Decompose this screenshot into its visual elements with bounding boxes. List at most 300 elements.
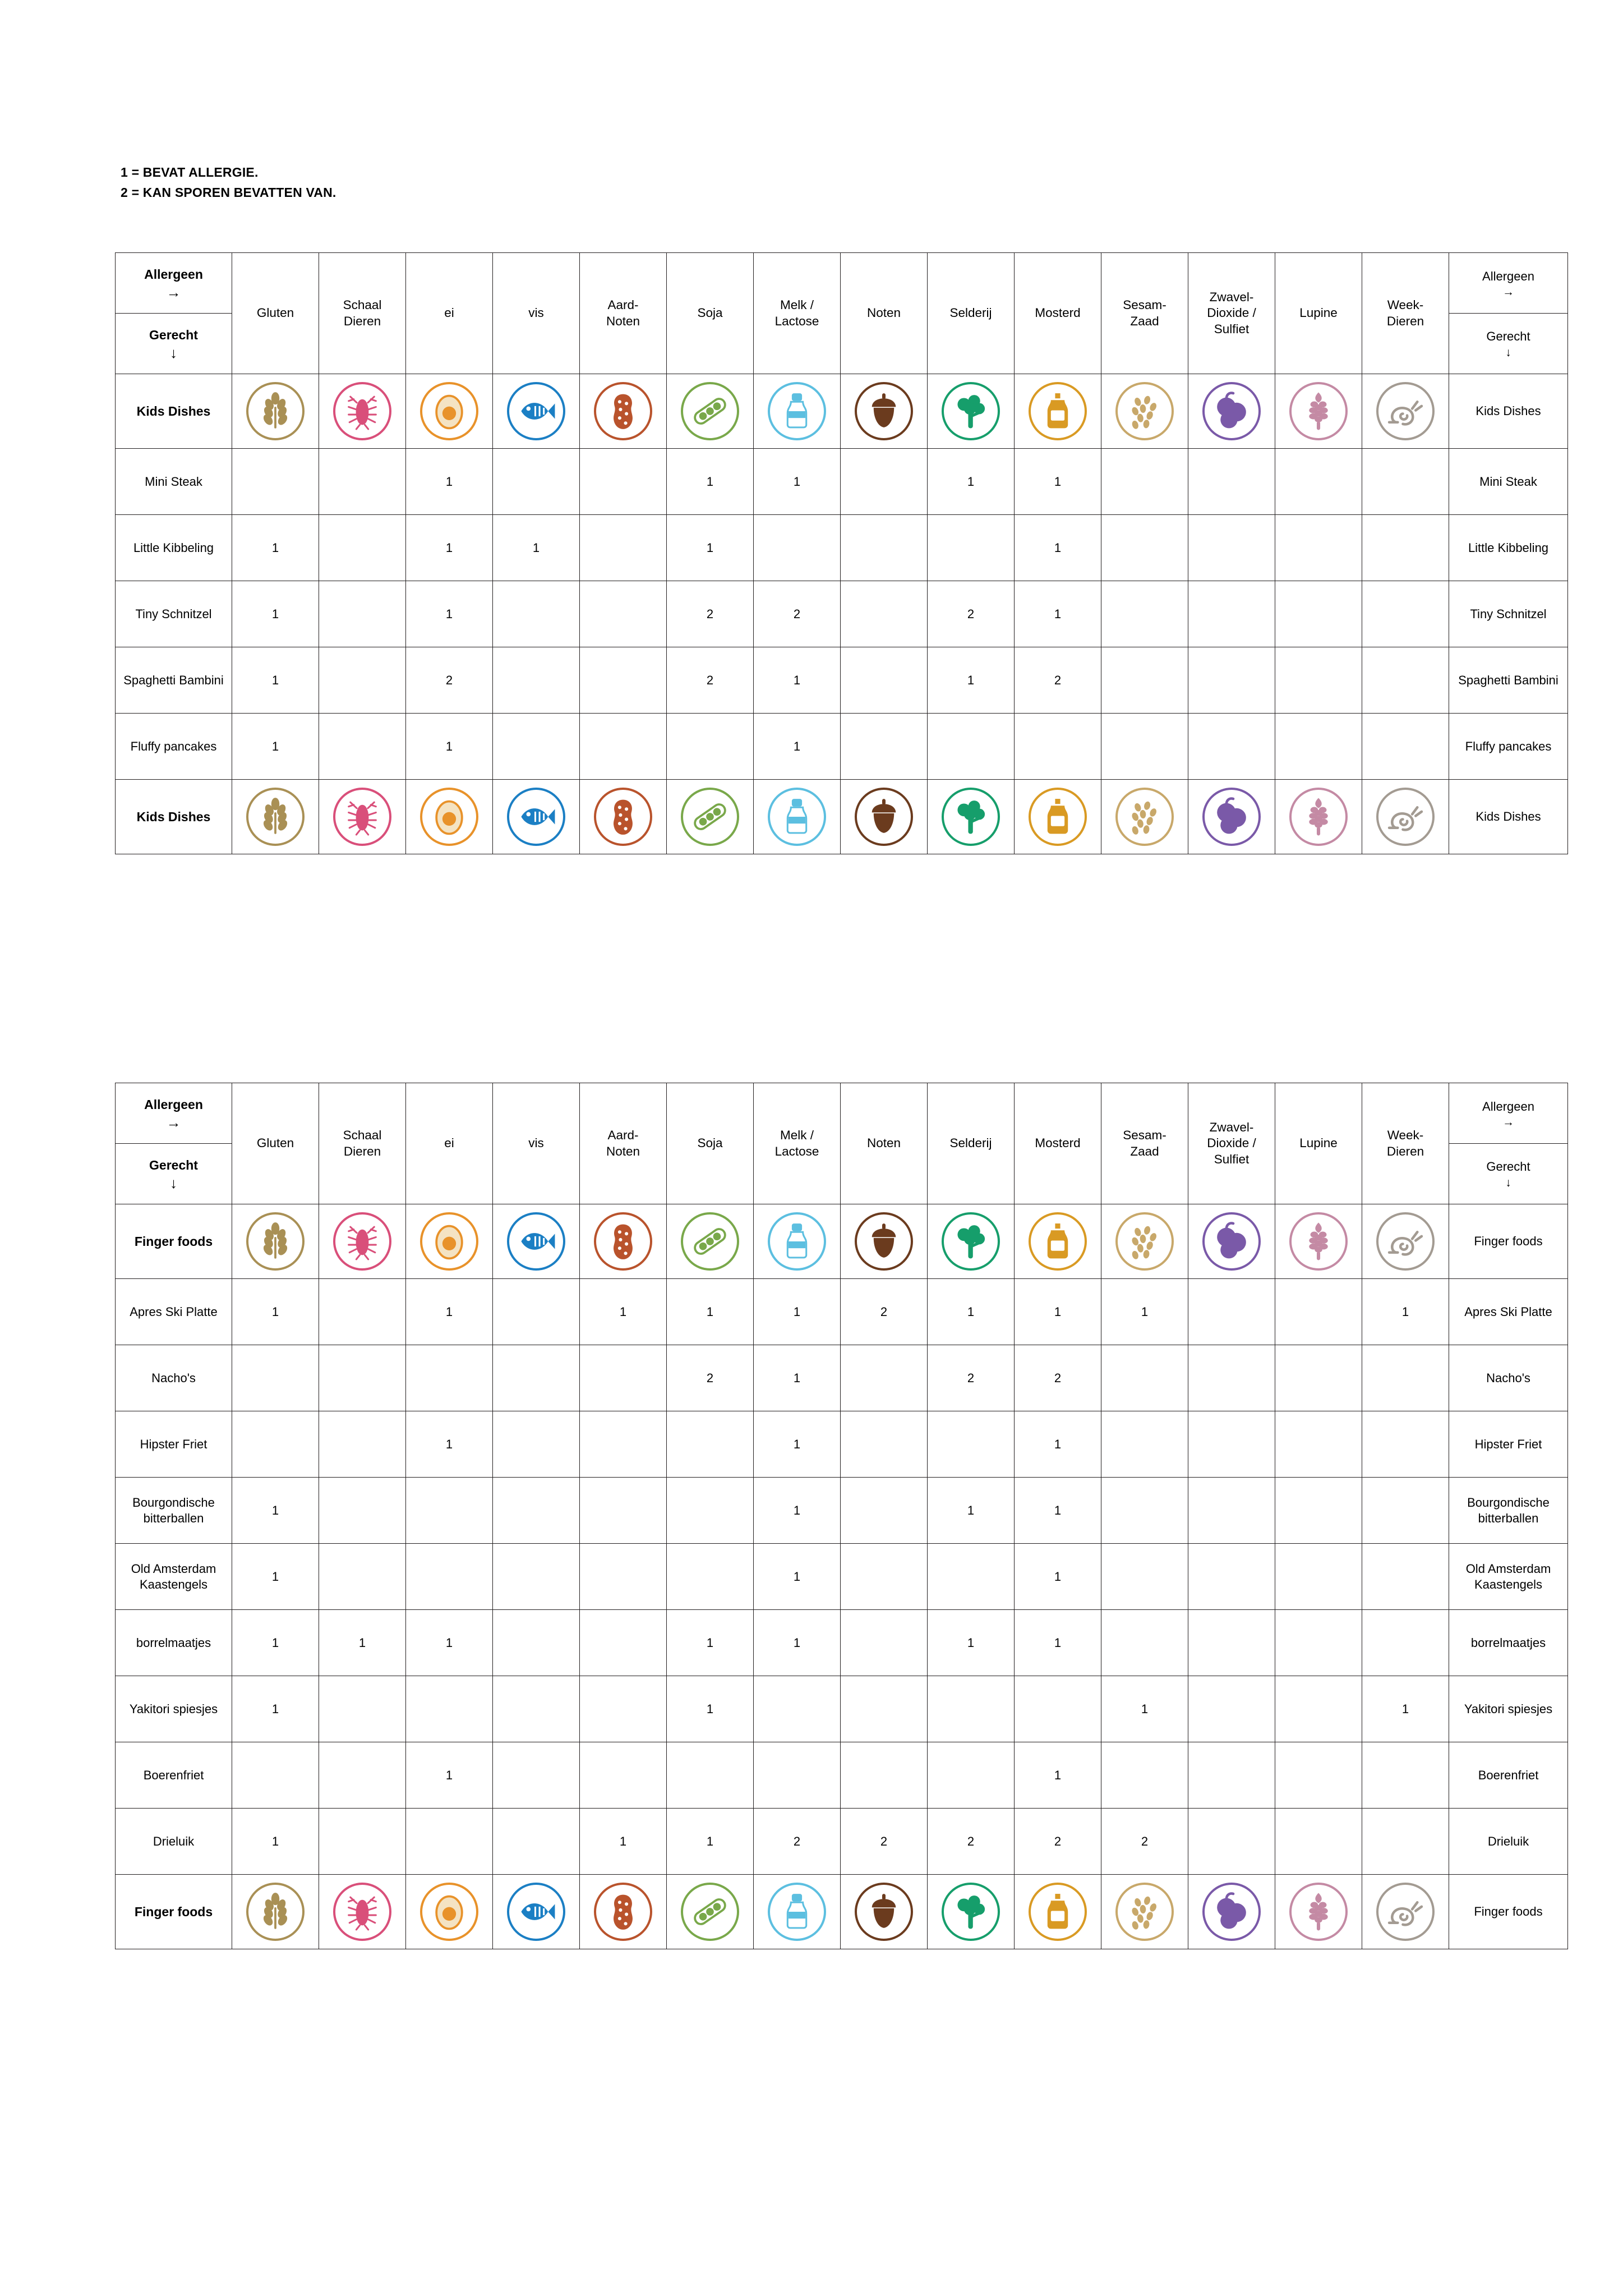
- cell-wheat: [232, 449, 319, 515]
- allergen-icon-sesame: [1101, 1204, 1188, 1279]
- cell-sulphite: [1188, 1345, 1275, 1411]
- allergen-icon-mollusc: [1362, 1875, 1449, 1949]
- cell-sulphite: [1188, 1478, 1275, 1544]
- dish-name-left: Fluffy pancakes: [116, 714, 232, 780]
- wheat-icon-cell: [232, 1875, 319, 1949]
- dish-name-right: Hipster Friet: [1449, 1411, 1568, 1478]
- cell-celery: [928, 714, 1015, 780]
- allergen-header-wheat: Gluten: [232, 1083, 319, 1204]
- corner-dish-label: Gerecht: [149, 1157, 198, 1172]
- cell-milk: 1: [754, 1411, 841, 1478]
- allergen-icon-lupin: [1275, 780, 1362, 854]
- cell-fish: [493, 1478, 580, 1544]
- dish-name-right: Mini Steak: [1449, 449, 1568, 515]
- cell-lupin: [1275, 647, 1362, 714]
- cell-fish: [493, 1279, 580, 1345]
- cell-milk: 2: [754, 581, 841, 647]
- soy-icon-cell: [667, 374, 753, 448]
- allergen-icon-sesame: [1101, 374, 1188, 449]
- nut-icon-cell: [841, 780, 927, 854]
- allergen-icon-celery: [928, 374, 1015, 449]
- cell-peanut: [580, 449, 667, 515]
- cell-crustacean: [319, 1411, 406, 1478]
- cell-egg: 1: [406, 1742, 493, 1809]
- milk-icon-cell: [754, 374, 840, 448]
- cell-lupin: [1275, 1345, 1362, 1411]
- cell-soy: 2: [667, 581, 754, 647]
- allergen-header-nut: Noten: [841, 253, 928, 374]
- cell-fish: [493, 647, 580, 714]
- cell-sulphite: [1188, 515, 1275, 581]
- section-title-right: Kids Dishes: [1449, 780, 1568, 854]
- cell-mollusc: [1362, 1544, 1449, 1610]
- mollusc-icon-cell: [1362, 1204, 1449, 1278]
- allergen-icon-sulphite: [1188, 374, 1275, 449]
- cell-wheat: 1: [232, 581, 319, 647]
- cell-wheat: 1: [232, 714, 319, 780]
- dish-name-right: Old Amsterdam Kaastengels: [1449, 1544, 1568, 1610]
- cell-sulphite: [1188, 647, 1275, 714]
- dish-name-right: Apres Ski Platte: [1449, 1279, 1568, 1345]
- cell-lupin: [1275, 1809, 1362, 1875]
- allergen-icon-celery: [928, 1204, 1015, 1279]
- cell-nut: [841, 1742, 928, 1809]
- cell-peanut: [580, 1676, 667, 1742]
- dish-name-right: Spaghetti Bambini: [1449, 647, 1568, 714]
- wheat-icon-cell: [232, 1204, 319, 1278]
- cell-lupin: [1275, 1411, 1362, 1478]
- cell-celery: 1: [928, 647, 1015, 714]
- allergen-icon-sulphite: [1188, 780, 1275, 854]
- cell-lupin: [1275, 1742, 1362, 1809]
- lupin-icon-cell: [1275, 1875, 1362, 1949]
- cell-lupin: [1275, 581, 1362, 647]
- cell-peanut: [580, 714, 667, 780]
- dish-name-left: Spaghetti Bambini: [116, 647, 232, 714]
- cell-mustard: 1: [1015, 1742, 1101, 1809]
- corner-dish-label-right: Gerecht: [1486, 329, 1530, 343]
- cell-celery: 2: [928, 581, 1015, 647]
- corner-dish-arrow-icon: ↓: [170, 344, 177, 361]
- cell-mustard: 1: [1015, 449, 1101, 515]
- dish-name-left: Little Kibbeling: [116, 515, 232, 581]
- mustard-icon-cell: [1015, 1875, 1101, 1949]
- corner-allergen-label: Allergeen: [144, 267, 203, 282]
- cell-mustard: [1015, 714, 1101, 780]
- cell-egg: [406, 1345, 493, 1411]
- corner-allergen-arrow-icon-right: →: [1502, 286, 1514, 298]
- icon-row-top: [116, 374, 1568, 449]
- cell-sulphite: [1188, 1809, 1275, 1875]
- allergen-icon-peanut: [580, 1204, 667, 1279]
- allergen-icon-mollusc: [1362, 374, 1449, 449]
- allergen-header-sesame: Sesam- Zaad: [1101, 1083, 1188, 1204]
- mustard-icon-cell: [1015, 780, 1101, 854]
- allergen-icon-lupin: [1275, 1204, 1362, 1279]
- cell-celery: 1: [928, 1610, 1015, 1676]
- cell-sulphite: [1188, 449, 1275, 515]
- mustard-icon-cell: [1015, 374, 1101, 448]
- cell-soy: 1: [667, 449, 754, 515]
- cell-sulphite: [1188, 1279, 1275, 1345]
- allergen-header-mustard: Mosterd: [1015, 253, 1101, 374]
- cell-mustard: 2: [1015, 647, 1101, 714]
- cell-milk: 1: [754, 1345, 841, 1411]
- corner-allergen-arrow-icon-right: →: [1502, 1116, 1514, 1129]
- cell-crustacean: [319, 714, 406, 780]
- cell-celery: 1: [928, 1279, 1015, 1345]
- cell-milk: [754, 1742, 841, 1809]
- fish-icon-cell: [493, 1204, 579, 1278]
- corner-allergen-arrow-icon: →: [166, 1114, 181, 1131]
- cell-fish: [493, 714, 580, 780]
- cell-fish: [493, 1544, 580, 1610]
- icon-row-bottom: [116, 1875, 1568, 1949]
- cell-soy: 2: [667, 1345, 754, 1411]
- cell-peanut: [580, 1544, 667, 1610]
- cell-nut: 2: [841, 1809, 928, 1875]
- cell-lupin: [1275, 1676, 1362, 1742]
- dish-name-left: Nacho's: [116, 1345, 232, 1411]
- cell-crustacean: 1: [319, 1610, 406, 1676]
- cell-crustacean: [319, 1478, 406, 1544]
- cell-milk: 1: [754, 647, 841, 714]
- allergen-header-sulphite: Zwavel- Dioxide / Sulfiet: [1188, 1083, 1275, 1204]
- sesame-icon-cell: [1101, 374, 1188, 448]
- milk-icon-cell: [754, 1875, 840, 1949]
- cell-crustacean: [319, 1742, 406, 1809]
- allergen-icon-celery: [928, 780, 1015, 854]
- cell-lupin: [1275, 1610, 1362, 1676]
- cell-nut: [841, 581, 928, 647]
- cell-mollusc: [1362, 714, 1449, 780]
- cell-nut: [841, 1676, 928, 1742]
- corner-allergen-label: Allergeen: [144, 1097, 203, 1112]
- cell-egg: 1: [406, 581, 493, 647]
- allergen-icon-crustacean: [319, 1875, 406, 1949]
- section-title-right: Finger foods: [1449, 1875, 1568, 1949]
- cell-fish: 1: [493, 515, 580, 581]
- cell-egg: 1: [406, 449, 493, 515]
- allergen-icon-mustard: [1015, 1875, 1101, 1949]
- dish-name-right: Yakitori spiesjes: [1449, 1676, 1568, 1742]
- cell-egg: [406, 1544, 493, 1610]
- cell-crustacean: [319, 1676, 406, 1742]
- cell-mustard: 1: [1015, 1411, 1101, 1478]
- cell-sulphite: [1188, 1544, 1275, 1610]
- allergen-header-lupin: Lupine: [1275, 1083, 1362, 1204]
- allergen-icon-sulphite: [1188, 1204, 1275, 1279]
- celery-icon-cell: [928, 780, 1014, 854]
- table-header-row: [116, 1083, 1568, 1204]
- allergen-icon-fish: [493, 1204, 580, 1279]
- cell-crustacean: [319, 1345, 406, 1411]
- allergen-header-lupin: Lupine: [1275, 253, 1362, 374]
- corner-dish-arrow-icon-right: ↓: [1505, 1176, 1511, 1189]
- cell-sulphite: [1188, 1411, 1275, 1478]
- fish-icon-cell: [493, 1875, 579, 1949]
- cell-celery: [928, 1676, 1015, 1742]
- dish-name-right: Fluffy pancakes: [1449, 714, 1568, 780]
- cell-mollusc: [1362, 1809, 1449, 1875]
- allergen-header-soy: Soja: [667, 253, 754, 374]
- corner-header-right: [1449, 1083, 1568, 1204]
- cell-wheat: 1: [232, 1478, 319, 1544]
- lupin-icon-cell: [1275, 780, 1362, 854]
- cell-peanut: [580, 581, 667, 647]
- cell-fish: [493, 1809, 580, 1875]
- allergen-icon-wheat: [232, 780, 319, 854]
- allergen-header-sulphite: Zwavel- Dioxide / Sulfiet: [1188, 253, 1275, 374]
- cell-soy: [667, 714, 754, 780]
- cell-mustard: 2: [1015, 1345, 1101, 1411]
- allergen-icon-fish: [493, 780, 580, 854]
- cell-peanut: [580, 1742, 667, 1809]
- mollusc-icon-cell: [1362, 780, 1449, 854]
- cell-wheat: [232, 1345, 319, 1411]
- cell-peanut: 1: [580, 1279, 667, 1345]
- corner-header-left: [116, 1083, 232, 1204]
- table-row: [116, 1544, 1568, 1610]
- cell-peanut: [580, 1411, 667, 1478]
- allergen-icon-wheat: [232, 374, 319, 449]
- allergen-icon-crustacean: [319, 374, 406, 449]
- dish-name-right: Drieluik: [1449, 1809, 1568, 1875]
- cell-soy: [667, 1478, 754, 1544]
- allergen-icon-crustacean: [319, 1204, 406, 1279]
- dish-name-left: Yakitori spiesjes: [116, 1676, 232, 1742]
- crustacean-icon-cell: [319, 374, 405, 448]
- cell-celery: 1: [928, 1478, 1015, 1544]
- allergen-table-finger-foods: [115, 1083, 1568, 1949]
- sesame-icon-cell: [1101, 1204, 1188, 1278]
- allergen-icon-milk: [754, 374, 841, 449]
- allergen-icon-wheat: [232, 1875, 319, 1949]
- cell-nut: [841, 1544, 928, 1610]
- dish-name-right: Nacho's: [1449, 1345, 1568, 1411]
- cell-sulphite: [1188, 1742, 1275, 1809]
- dish-name-left: Tiny Schnitzel: [116, 581, 232, 647]
- table-row: [116, 449, 1568, 515]
- cell-sesame: [1101, 449, 1188, 515]
- cell-sesame: 1: [1101, 1676, 1188, 1742]
- allergen-icon-sesame: [1101, 1875, 1188, 1949]
- dish-name-left: Drieluik: [116, 1809, 232, 1875]
- wheat-icon-cell: [232, 374, 319, 448]
- allergen-icon-mollusc: [1362, 1204, 1449, 1279]
- section-title-left: Finger foods: [116, 1204, 232, 1279]
- celery-icon-cell: [928, 374, 1014, 448]
- corner-header-right: [1449, 253, 1568, 374]
- cell-mollusc: [1362, 1411, 1449, 1478]
- mollusc-icon-cell: [1362, 374, 1449, 448]
- section-title-right: Finger foods: [1449, 1204, 1568, 1279]
- cell-lupin: [1275, 515, 1362, 581]
- cell-crustacean: [319, 1544, 406, 1610]
- cell-peanut: [580, 1478, 667, 1544]
- allergen-icon-mustard: [1015, 780, 1101, 854]
- allergen-icon-egg: [406, 1204, 493, 1279]
- allergen-icon-mustard: [1015, 1204, 1101, 1279]
- cell-mustard: 1: [1015, 1544, 1101, 1610]
- cell-soy: 2: [667, 647, 754, 714]
- allergen-icon-egg: [406, 374, 493, 449]
- dish-name-right: Bourgondische bitterballen: [1449, 1478, 1568, 1544]
- cell-lupin: [1275, 1544, 1362, 1610]
- cell-lupin: [1275, 1478, 1362, 1544]
- cell-soy: 1: [667, 515, 754, 581]
- allergen-header-mollusc: Week- Dieren: [1362, 253, 1449, 374]
- table-header-row: [116, 253, 1568, 374]
- peanut-icon-cell: [580, 1204, 666, 1278]
- cell-fish: [493, 1345, 580, 1411]
- soy-icon-cell: [667, 780, 753, 854]
- lupin-icon-cell: [1275, 1204, 1362, 1278]
- cell-crustacean: [319, 1279, 406, 1345]
- cell-milk: 1: [754, 449, 841, 515]
- cell-mollusc: [1362, 581, 1449, 647]
- crustacean-icon-cell: [319, 1204, 405, 1278]
- table-row: [116, 1279, 1568, 1345]
- cell-celery: [928, 1742, 1015, 1809]
- allergen-icon-lupin: [1275, 1875, 1362, 1949]
- allergen-icon-wheat: [232, 1204, 319, 1279]
- allergen-icon-soy: [667, 1875, 754, 1949]
- cell-mustard: 1: [1015, 1279, 1101, 1345]
- cell-peanut: 1: [580, 1809, 667, 1875]
- cell-peanut: [580, 515, 667, 581]
- icon-row-bottom: [116, 780, 1568, 854]
- cell-mustard: 2: [1015, 1809, 1101, 1875]
- egg-icon-cell: [406, 1875, 492, 1949]
- cell-egg: [406, 1809, 493, 1875]
- allergen-icon-soy: [667, 1204, 754, 1279]
- table-row: [116, 647, 1568, 714]
- nut-icon-cell: [841, 1875, 927, 1949]
- table-row: [116, 1610, 1568, 1676]
- cell-peanut: [580, 647, 667, 714]
- allergen-icon-peanut: [580, 374, 667, 449]
- allergen-icon-soy: [667, 780, 754, 854]
- cell-celery: 2: [928, 1345, 1015, 1411]
- table-row: [116, 1478, 1568, 1544]
- peanut-icon-cell: [580, 780, 666, 854]
- allergen-icon-nut: [841, 1875, 928, 1949]
- cell-soy: [667, 1544, 754, 1610]
- dish-name-right: Tiny Schnitzel: [1449, 581, 1568, 647]
- cell-soy: 1: [667, 1279, 754, 1345]
- legend: [121, 163, 336, 203]
- cell-crustacean: [319, 647, 406, 714]
- cell-mollusc: [1362, 1478, 1449, 1544]
- cell-egg: 1: [406, 714, 493, 780]
- allergen-icon-milk: [754, 780, 841, 854]
- sulphite-icon-cell: [1188, 780, 1275, 854]
- allergen-header-celery: Selderij: [928, 1083, 1015, 1204]
- cell-soy: 1: [667, 1676, 754, 1742]
- cell-milk: [754, 1676, 841, 1742]
- mollusc-icon-cell: [1362, 1875, 1449, 1949]
- section-title-right: Kids Dishes: [1449, 374, 1568, 449]
- corner-allergen-label-right: Allergeen: [1482, 269, 1534, 283]
- finger-foods-table-wrap: [115, 1083, 1568, 1949]
- cell-celery: 1: [928, 449, 1015, 515]
- cell-mustard: 1: [1015, 515, 1101, 581]
- cell-sulphite: [1188, 1610, 1275, 1676]
- allergen-header-fish: vis: [493, 1083, 580, 1204]
- cell-wheat: 1: [232, 647, 319, 714]
- corner-allergen-arrow-icon: →: [166, 284, 181, 301]
- cell-wheat: 1: [232, 515, 319, 581]
- allergen-header-milk: Melk / Lactose: [754, 253, 841, 374]
- cell-crustacean: [319, 1809, 406, 1875]
- dish-name-left: Apres Ski Platte: [116, 1279, 232, 1345]
- corner-dish-label: Gerecht: [149, 327, 198, 342]
- cell-milk: 1: [754, 1279, 841, 1345]
- cell-milk: [754, 515, 841, 581]
- cell-egg: 1: [406, 1610, 493, 1676]
- allergen-icon-sulphite: [1188, 1875, 1275, 1949]
- cell-lupin: [1275, 714, 1362, 780]
- icon-row-top: [116, 1204, 1568, 1279]
- cell-sulphite: [1188, 714, 1275, 780]
- cell-mustard: 1: [1015, 581, 1101, 647]
- allergen-icon-milk: [754, 1204, 841, 1279]
- allergen-header-fish: vis: [493, 253, 580, 374]
- egg-icon-cell: [406, 374, 492, 448]
- celery-icon-cell: [928, 1204, 1014, 1278]
- crustacean-icon-cell: [319, 1875, 405, 1949]
- cell-wheat: 1: [232, 1676, 319, 1742]
- cell-mollusc: [1362, 449, 1449, 515]
- dish-name-right: Boerenfriet: [1449, 1742, 1568, 1809]
- dish-name-right: borrelmaatjes: [1449, 1610, 1568, 1676]
- cell-sesame: [1101, 647, 1188, 714]
- allergen-icon-peanut: [580, 780, 667, 854]
- cell-nut: [841, 1610, 928, 1676]
- dish-name-left: Boerenfriet: [116, 1742, 232, 1809]
- cell-sesame: [1101, 1411, 1188, 1478]
- section-title-left: Kids Dishes: [116, 374, 232, 449]
- cell-sesame: [1101, 1544, 1188, 1610]
- allergen-icon-celery: [928, 1875, 1015, 1949]
- allergen-header-mollusc: Week- Dieren: [1362, 1083, 1449, 1204]
- cell-nut: [841, 515, 928, 581]
- milk-icon-cell: [754, 1204, 840, 1278]
- section-title-left: Kids Dishes: [116, 780, 232, 854]
- peanut-icon-cell: [580, 374, 666, 448]
- cell-crustacean: [319, 581, 406, 647]
- table-row: [116, 1345, 1568, 1411]
- allergen-icon-nut: [841, 1204, 928, 1279]
- allergen-header-celery: Selderij: [928, 253, 1015, 374]
- cell-sesame: [1101, 581, 1188, 647]
- corner-dish-arrow-icon: ↓: [170, 1174, 177, 1191]
- wheat-icon-cell: [232, 780, 319, 854]
- cell-egg: [406, 1478, 493, 1544]
- allergen-icon-soy: [667, 374, 754, 449]
- table-row: [116, 581, 1568, 647]
- cell-sesame: 2: [1101, 1809, 1188, 1875]
- cell-wheat: [232, 1742, 319, 1809]
- dish-name-left: Mini Steak: [116, 449, 232, 515]
- allergen-table-kids-dishes: [115, 252, 1568, 854]
- cell-mollusc: [1362, 515, 1449, 581]
- cell-sesame: [1101, 1478, 1188, 1544]
- cell-egg: 2: [406, 647, 493, 714]
- dish-name-left: borrelmaatjes: [116, 1610, 232, 1676]
- cell-mollusc: [1362, 1345, 1449, 1411]
